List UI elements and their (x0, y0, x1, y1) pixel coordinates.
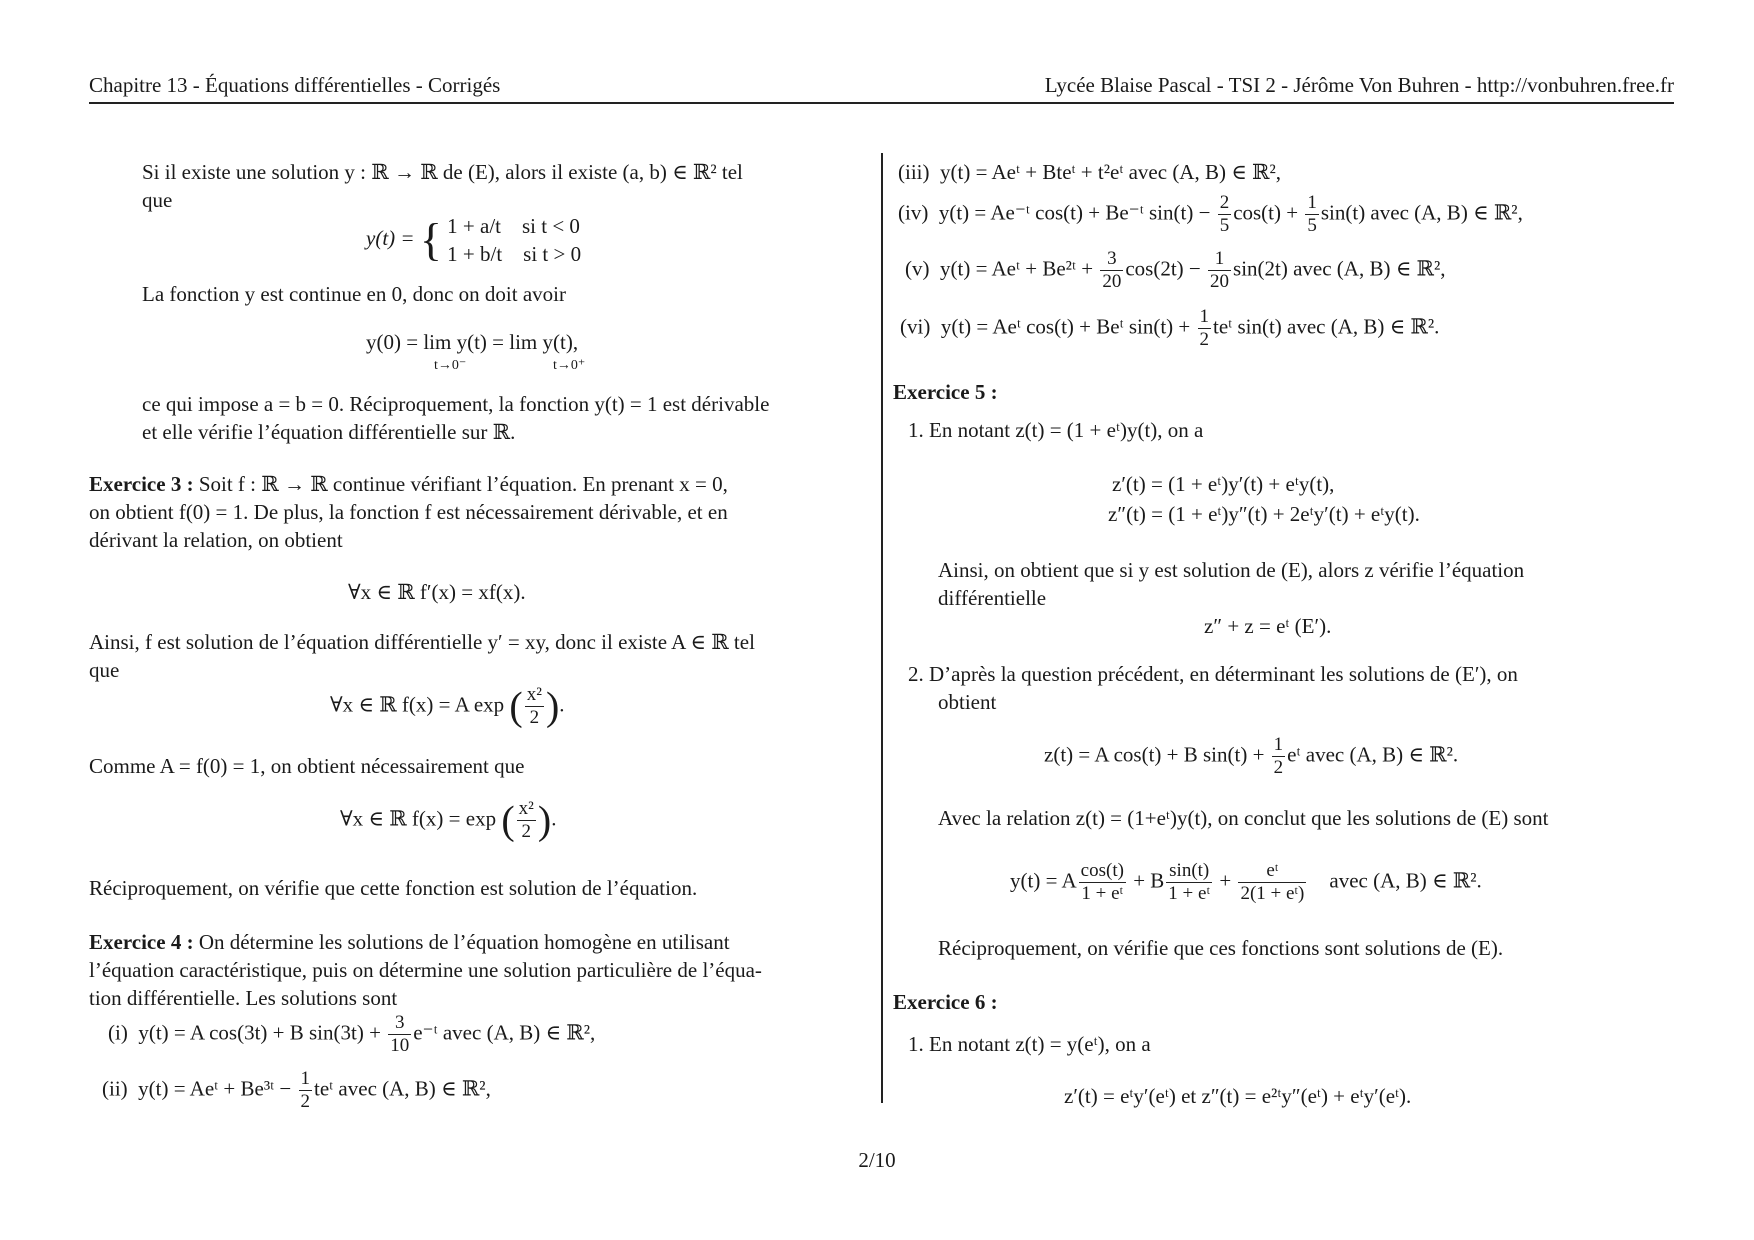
fraction-den: 1 + eᵗ (1081, 883, 1124, 904)
fraction (1272, 734, 1286, 779)
paren: ) (545, 683, 560, 729)
item-label: (v) (905, 256, 930, 281)
item-label: (iv) (898, 200, 929, 225)
text-line: Ainsi, f est solution de l’équation différentielle y′ = xy, donc il existe A ∈ ℝ tel (89, 630, 755, 654)
paren: ( (501, 797, 515, 843)
text-line: que (142, 188, 173, 212)
fraction-num: x² (526, 684, 542, 705)
equation-limits: y(0) = lim y(t) = lim y(t), (366, 330, 579, 354)
fraction (1079, 860, 1126, 905)
text-line: On détermine les solutions de l’équation homogène en utilisant (198, 930, 730, 954)
fraction (1218, 192, 1232, 237)
formula-part: z(t) = A cos(t) + B sin(t) + (1044, 742, 1265, 767)
formula-part: cos(t) + (1233, 200, 1299, 225)
solution-item-i (108, 1012, 595, 1057)
fraction-den: 1 + eᵗ (1168, 883, 1211, 904)
fraction (1305, 192, 1319, 237)
equation: z″(t) = (1 + eᵗ)y″(t) + 2eᵗy′(t) + eᵗy(t). (1108, 502, 1420, 526)
fraction-num: x² (518, 798, 534, 819)
case-expr: 1 + a/t (447, 214, 501, 238)
text-line: on obtient f(0) = 1. De plus, la fonction f est nécessairement dérivable, et en (89, 500, 728, 524)
fraction (1208, 248, 1231, 293)
fraction-den: 20 (1102, 271, 1122, 292)
fraction-num: 2 (1219, 192, 1230, 213)
formula-part: y(t) = Aeᵗ cos(t) + Beᵗ sin(t) + (940, 314, 1191, 339)
text-line: Ainsi, on obtient que si y est solution de (E), alors z vérifie l’équation (938, 558, 1525, 582)
page-number: 2/10 (858, 1148, 896, 1172)
exercise-title: Exercice 3 : (89, 472, 194, 496)
brace-symbol: { (419, 214, 442, 265)
fraction-num: 1 (1199, 306, 1210, 327)
paren: ) (537, 797, 552, 843)
list-item: 2. D’après la question précédent, en déterminant les solutions de (E′), on (908, 662, 1518, 686)
fraction-num: 3 (1100, 248, 1123, 271)
text-line: que (89, 658, 120, 682)
fraction (299, 1068, 313, 1113)
fraction-den: 20 (1210, 271, 1230, 292)
solution-item-ii (102, 1068, 491, 1113)
text-line: dérivant la relation, on obtient (89, 528, 343, 552)
case-cond: si t < 0 (522, 214, 580, 238)
text-line: l’équation caractéristique, puis on détermine une solution particulière de l’équa- (89, 958, 762, 982)
fraction-den: 2 (1199, 329, 1210, 350)
item-label: (iii) (898, 160, 930, 184)
formula-part: y(t) = A cos(3t) + B sin(3t) + (138, 1020, 381, 1045)
text-line: Réciproquement, on vérifie que cette fonction est solution de l’équation. (89, 876, 698, 900)
fraction-num: cos(t) (1080, 860, 1124, 881)
fraction-num: 1 (1307, 192, 1317, 213)
limit-subscript: t→0⁺ (553, 358, 586, 373)
fraction-den: 2 (529, 707, 540, 728)
exercise-title: Exercice 6 : (893, 990, 998, 1014)
formula-part: y(t) = A (1010, 868, 1077, 893)
text-line: Comme A = f(0) = 1, on obtient nécessairement que (89, 754, 525, 778)
fraction-num: sin(t) (1166, 860, 1212, 883)
fraction-den: 5 (1307, 215, 1317, 236)
list-item: 1. En notant z(t) = (1 + eᵗ)y(t), on a (908, 418, 1204, 442)
item-label: (ii) (102, 1076, 128, 1101)
formula-part: sin(2t) avec (A, B) ∈ ℝ², (1233, 256, 1446, 281)
solution-item-iii (898, 158, 1281, 186)
text-line: La fonction y est continue en 0, donc on doit avoir (142, 282, 566, 306)
fraction-num: 1 (300, 1068, 310, 1089)
text-line: Si il existe une solution y : ℝ → ℝ de (E), alors il existe (a, b) ∈ ℝ² tel (142, 160, 743, 184)
formula-part: teᵗ sin(t) avec (A, B) ∈ ℝ². (1213, 314, 1440, 339)
fraction (388, 1012, 411, 1057)
equation: z′(t) = eᵗy′(eᵗ) et z″(t) = e²ᵗy″(eᵗ) + eᵗy′(eᵗ). (1064, 1084, 1412, 1108)
equation (1044, 734, 1458, 779)
header-chapter-title: Chapitre 13 - Équations différentielles - Corrigés (89, 73, 501, 97)
exercise-4 (89, 928, 730, 956)
formula-part: + (1219, 868, 1232, 893)
fraction-den: 5 (1219, 215, 1230, 236)
formula-part: eᵗ avec (A, B) ∈ ℝ². (1287, 742, 1459, 767)
column-divider (881, 153, 883, 1103)
fraction-num: 1 (1208, 248, 1231, 271)
fraction (517, 798, 536, 843)
formula-part: avec (A, B) ∈ ℝ². (1329, 868, 1482, 893)
equation-lhs: ∀x ∈ ℝ f(x) = A exp (330, 692, 505, 717)
text-line: différentielle (938, 586, 1047, 610)
exercise-3 (89, 470, 728, 498)
equation (1010, 860, 1482, 905)
equation-lhs: y(t) = (366, 225, 415, 250)
text-line: Soit f : ℝ → ℝ continue vérifiant l’équation. En prenant x = 0, (198, 472, 728, 496)
formula-part: sin(t) avec (A, B) ∈ ℝ², (1320, 200, 1523, 225)
formula-part: cos(2t) − (1125, 256, 1201, 281)
equation-lhs: ∀x ∈ ℝ f(x) = exp (340, 806, 497, 831)
list-item: 1. En notant z(t) = y(eᵗ), on a (908, 1032, 1151, 1056)
fraction-den: 2 (1273, 757, 1284, 778)
fraction-den: 2(1 + eᵗ) (1240, 883, 1305, 904)
page-header (89, 70, 1674, 104)
equation: z″ + z = eᵗ (E′). (1204, 614, 1332, 638)
item-label: (vi) (900, 314, 931, 339)
fraction-den: 2 (300, 1091, 310, 1112)
text-line: Réciproquement, on vérifie que ces fonctions sont solutions de (E). (938, 936, 1504, 960)
formula-part: y(t) = Aeᵗ + Be³ᵗ − (138, 1076, 292, 1101)
fraction-num: 1 (1273, 734, 1284, 755)
solution-item-vi (900, 306, 1439, 351)
equation: ∀x ∈ ℝ f′(x) = xf(x). (348, 580, 526, 604)
formula-part: y(t) = Aeᵗ + Be²ᵗ + (940, 256, 1094, 281)
fraction-den: 2 (521, 821, 531, 842)
exercise-title: Exercice 4 : (89, 930, 194, 954)
fraction-den: 10 (390, 1035, 410, 1056)
equation-exp: ∀x ∈ ℝ f(x) = A exp ( $\frac{\text{x²}}{2}$ ). (330, 683, 565, 729)
header-school-info: Lycée Blaise Pascal - TSI 2 - Jérôme Von Buhren - http://vonbuhren.free.fr (1044, 73, 1674, 97)
case-expr: 1 + b/t (447, 242, 503, 266)
formula-part: + B (1133, 868, 1165, 893)
case-cond: si t > 0 (523, 242, 582, 266)
text-line: Avec la relation z(t) = (1+eᵗ)y(t), on conclut que les solutions de (E) sont (938, 806, 1549, 830)
text-line: ce qui impose a = b = 0. Réciproquement, la fonction y(t) = 1 est dérivable (142, 392, 770, 416)
formula-part: y(t) = Aeᵗ + Bteᵗ + t²eᵗ avec (A, B) ∈ ℝ², (940, 160, 1282, 184)
text-line: tion différentielle. Les solutions sont (89, 986, 398, 1010)
formula-part: teᵗ avec (A, B) ∈ ℝ², (314, 1076, 491, 1101)
item-label: (i) (108, 1020, 128, 1045)
limit-subscript: t→0⁻ (434, 358, 467, 373)
equation-exp: ∀x ∈ ℝ f(x) = exp ( $\frac{\text{x²}}{2}$ ). (340, 797, 557, 843)
text-line: obtient (938, 690, 997, 714)
cases-block (447, 212, 581, 268)
solution-item-iv (898, 192, 1523, 237)
fraction-num: 3 (388, 1012, 411, 1035)
fraction (1166, 860, 1212, 905)
equation-piecewise (366, 212, 581, 268)
fraction (525, 684, 544, 729)
paren: ( (509, 683, 523, 729)
formula-part: e⁻ᵗ avec (A, B) ∈ ℝ², (413, 1020, 596, 1045)
formula-part: y(t) = Ae⁻ᵗ cos(t) + Be⁻ᵗ sin(t) − (938, 200, 1211, 225)
fraction (1198, 306, 1212, 351)
equation: z′(t) = (1 + eᵗ)y′(t) + eᵗy(t), (1112, 472, 1335, 496)
fraction (1238, 860, 1306, 905)
solution-item-v (905, 248, 1446, 293)
fraction (1100, 248, 1123, 293)
exercise-title: Exercice 5 : (893, 380, 998, 404)
text-line: et elle vérifie l’équation différentielle sur ℝ. (142, 420, 516, 444)
fraction-num: eᵗ (1238, 860, 1306, 883)
